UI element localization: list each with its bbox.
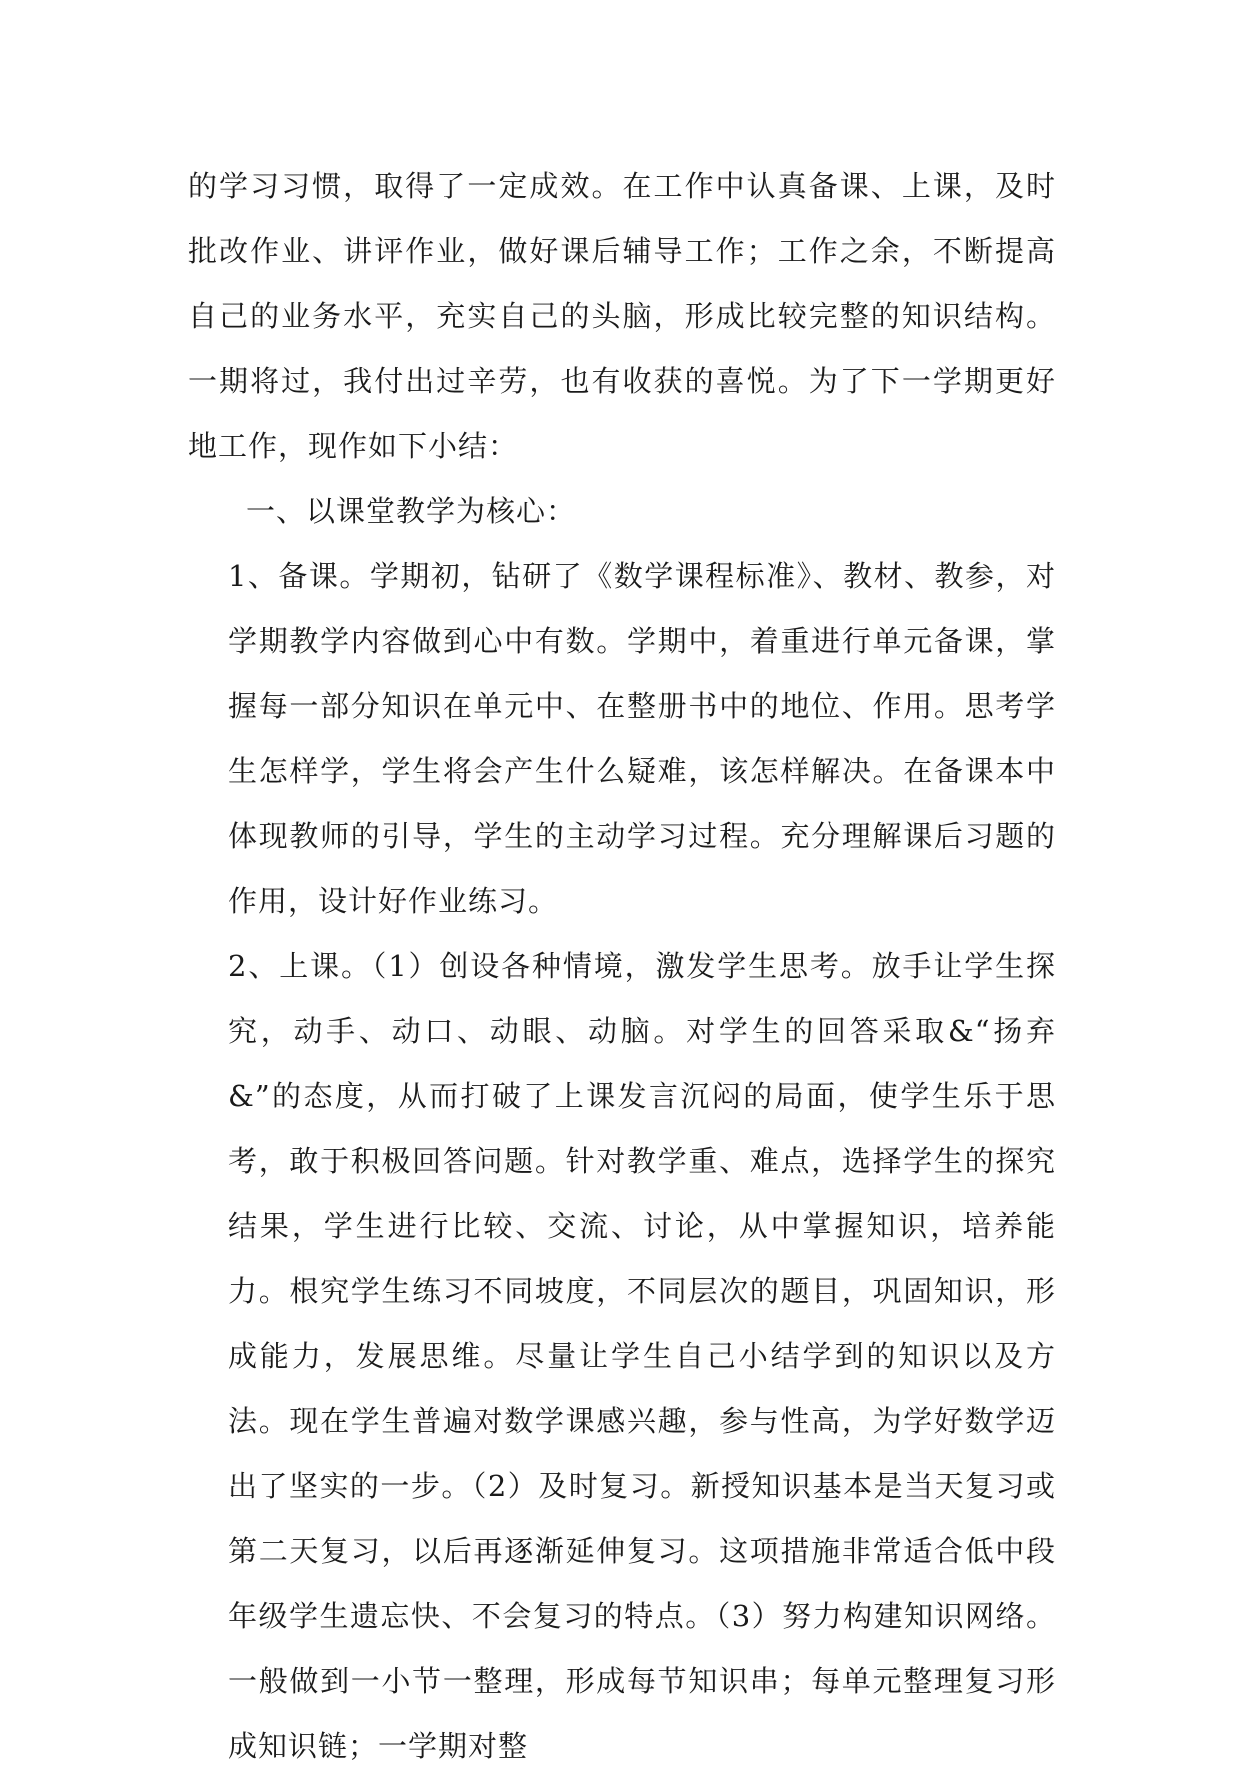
paragraph-teaching: 2、上课。（1）创设各种情境，激发学生思考。放手让学生探究，动手、动口、动眼、动脑。对学生的回答采取&“扬弃&”的态度，从而打破了上课发言沉闷的局面，使学生乐于思考，敢于积极回答问题。针对教学重、难点，选择学生的探究结果，学生进行比较、交流、讨论，从中掌握知识，培养能力。根究学生练习不同坡度，不同层次的题目，巩固知识，形成能力，发展思维。尽量让学生自己小结学到的知识以及方法。现在学生普遍对数学课感兴趣，参与性高，为学好数学迈出了坚实的一步。（2）及时复习。新授知识基本是当天复习或第二天复习，以后再逐渐延伸复习。这项措施非常适合低中段年级学生遗忘快、不会复习的特点。（3）努力构建知识网络。一般做到一小节一整理，形成每节知识串；每单元整理复习形成知识链；一学期对整 [228, 949, 1056, 1763]
document-body [188, 154, 1056, 1779]
paragraph-lesson-prep: 1、备课。学期初，钻研了《数学课程标准》、教材、教参，对学期教学内容做到心中有数。学期中，着重进行单元备课，掌握每一部分知识在单元中、在整册书中的地位、作用。思考学生怎样学，学生将会产生什么疑难，该怎样解决。在备课本中体现教师的引导，学生的主动学习过程。充分理解课后习题的作用，设计好作业练习。 [228, 559, 1056, 918]
section-heading: 一、以课堂教学为核心： [246, 494, 577, 528]
paragraph-intro: 的学习习惯，取得了一定成效。在工作中认真备课、上课，及时批改作业、讲评作业，做好课后辅导工作；工作之余，不断提高自己的业务水平，充实自己的头脑，形成比较完整的知识结构。一期将过，我付出过辛劳，也有收获的喜悦。为了下一学期更好地工作，现作如下小结： [188, 169, 1056, 463]
